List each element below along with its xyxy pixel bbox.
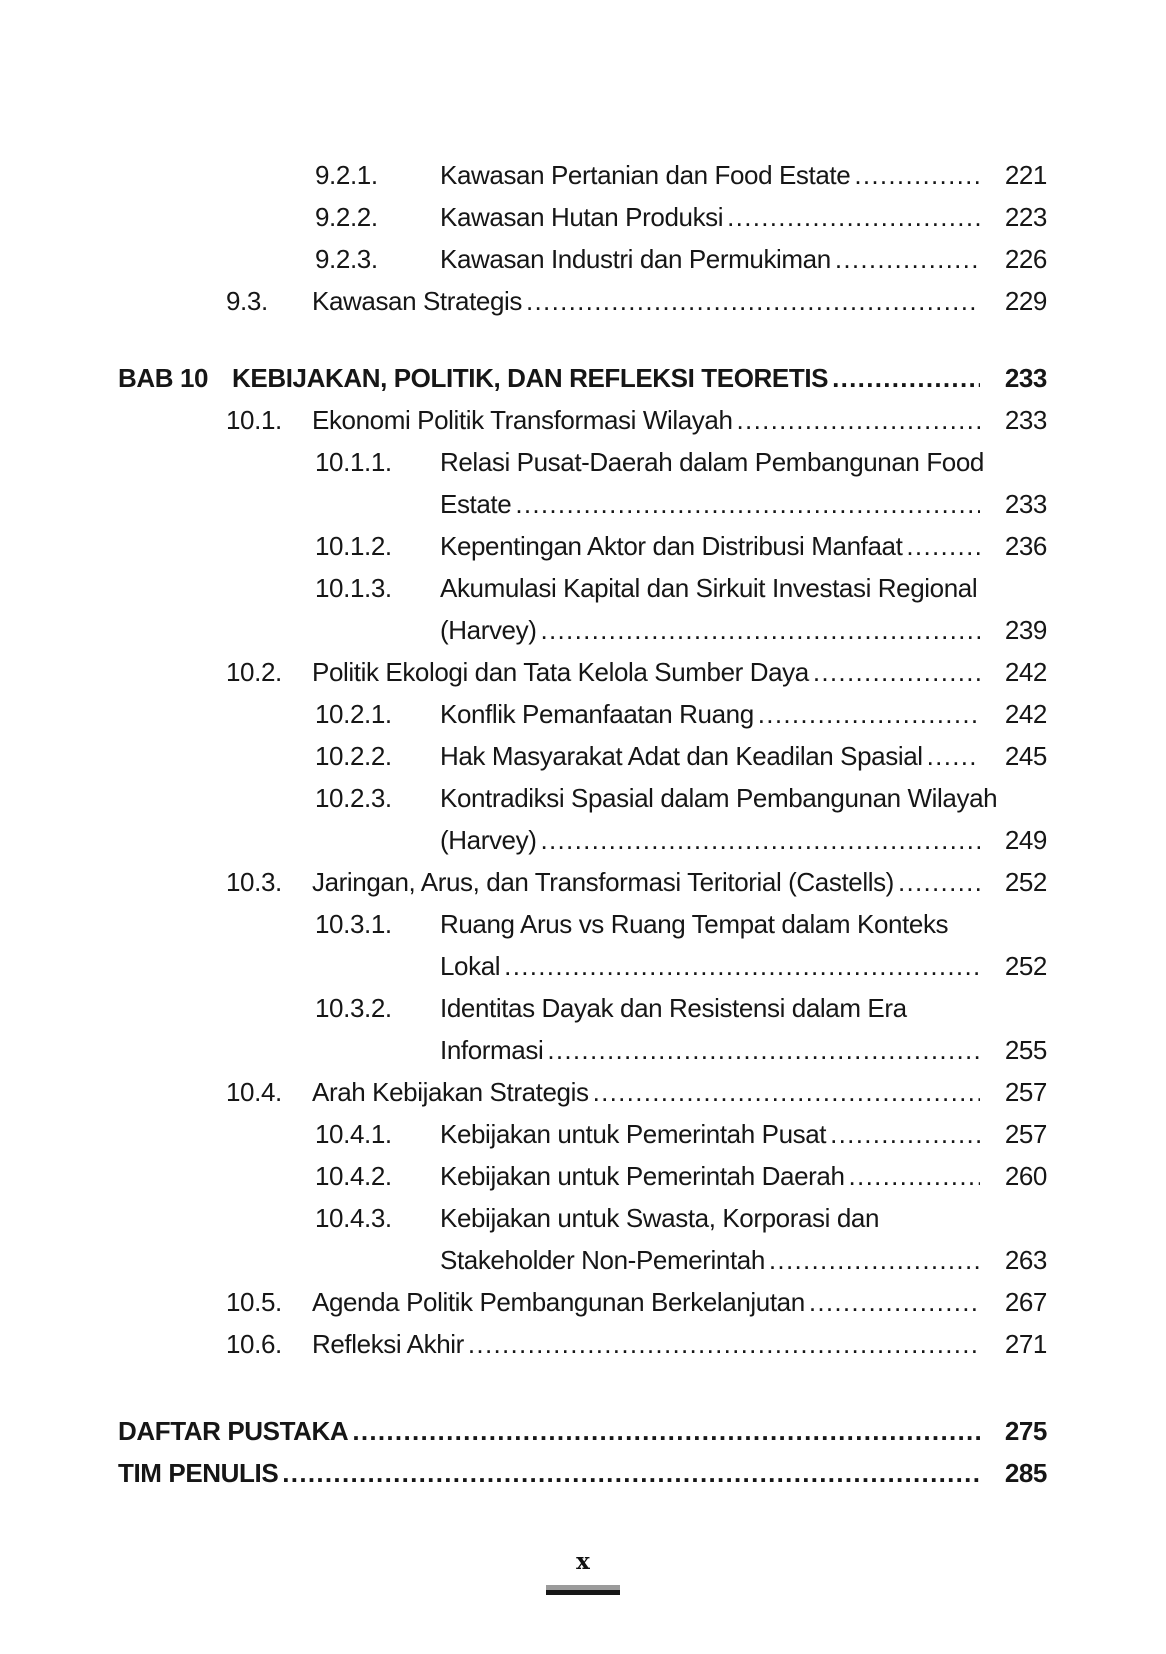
toc-entry-title: Kontradiksi Spasial dalam Pembangunan Wilayah [440,783,998,813]
toc-entry-title: DAFTAR PUSTAKA [118,1416,349,1446]
toc-entry-page: 236 [1004,531,1047,561]
dot-leader [515,483,980,525]
toc-entry-title: TIM PENULIS [118,1458,279,1488]
dot-leader [547,1029,980,1071]
toc-entry-page: 257 [1004,1077,1047,1107]
toc-entry-number: 10.2.3. [315,783,392,813]
table-of-contents [0,154,1047,1494]
toc-entry-number: 10.3. [226,867,282,897]
toc-entry-title: Ekonomi Politik Transformasi Wilayah [312,405,733,435]
toc-entry-number: 10.1.2. [315,531,392,561]
toc-entry-page: 223 [1004,202,1047,232]
toc-entry-line [0,693,1047,735]
toc-entry-title: Agenda Politik Pembangunan Berkelanjutan [312,1287,805,1317]
toc-entry-title: Lokal [440,951,501,981]
dot-leader [540,609,980,651]
toc-entry-title: Kebijakan untuk Pemerintah Pusat [440,1119,827,1149]
dot-leader [758,693,980,735]
toc-entry-line [0,238,1047,280]
toc-entry-line [0,777,1047,819]
toc-entry-line [0,154,1047,196]
toc-entry-number: 10.1.3. [315,573,392,603]
toc-entry-page: 221 [1004,160,1047,190]
toc-entry-number: 10.1.1. [315,447,392,477]
toc-entry-title: Konflik Pemanfaatan Ruang [440,699,754,729]
toc-entry-line [0,567,1047,609]
toc-entry-number: 10.3.1. [315,909,392,939]
toc-entry-number: 10.4.2. [315,1161,392,1191]
toc-entry-page: 245 [1004,741,1047,771]
toc-entry-page: 233 [1004,405,1047,435]
toc-entry-title: Estate [440,489,512,519]
toc-entry-title: (Harvey) [440,615,537,645]
toc-entry-page: 275 [1004,1416,1047,1446]
toc-entry-number: 10.2. [226,657,282,687]
dot-leader [849,1155,980,1197]
toc-entry-line [0,483,1047,525]
toc-entry-line [0,609,1047,651]
toc-entry-title: Kawasan Strategis [312,286,522,316]
toc-entry-title: Kebijakan untuk Pemerintah Daerah [440,1161,845,1191]
dot-leader [906,525,980,567]
dot-leader [737,399,980,441]
toc-entry-line [0,987,1047,1029]
toc-entry-title: Stakeholder Non-Pemerintah [440,1245,765,1275]
toc-entry-number: 10.4. [226,1077,282,1107]
toc-entry-title: Relasi Pusat-Daerah dalam Pembangunan Food [440,447,984,477]
toc-entry-line [0,1113,1047,1155]
toc-entry-title: Kawasan Hutan Produksi [440,202,724,232]
toc-entry-title: Arah Kebijakan Strategis [312,1077,589,1107]
dot-leader [813,651,980,693]
toc-entry-title: Ruang Arus vs Ruang Tempat dalam Konteks [440,909,949,939]
toc-entry-line [0,280,1047,322]
page-number: x [576,1548,590,1575]
toc-entry-page: 226 [1004,244,1047,274]
toc-entry-number: 9.3. [226,286,268,316]
toc-entry-line [0,399,1047,441]
dot-leader [504,945,980,987]
toc-entry-title: Informasi [440,1035,544,1065]
toc-entry-page: 260 [1004,1161,1047,1191]
toc-entry-title: KEBIJAKAN, POLITIK, DAN REFLEKSI TEORETIS [232,363,829,393]
dot-leader [898,861,980,903]
toc-entry-line [0,861,1047,903]
page-footer [0,1549,1166,1595]
dot-leader [927,735,980,777]
dot-leader [526,280,980,322]
toc-entry-title: Identitas Dayak dan Resistensi dalam Era [440,993,907,1023]
toc-entry-number: 10.1. [226,405,282,435]
toc-entry-line [0,357,1047,399]
toc-entry-line [0,1197,1047,1239]
toc-entry-title: Kawasan Industri dan Permukiman [440,244,831,274]
toc-entry-number: 10.2.2. [315,741,392,771]
dot-leader [809,1281,980,1323]
toc-entry-line [0,441,1047,483]
toc-entry-title: (Harvey) [440,825,537,855]
dot-leader [835,238,980,280]
toc-entry-line [0,819,1047,861]
toc-entry-number: 10.5. [226,1287,282,1317]
toc-entry-number: 9.2.1. [315,160,378,190]
toc-entry-line [0,1029,1047,1071]
toc-entry-title: Politik Ekologi dan Tata Kelola Sumber Daya [312,657,809,687]
toc-entry-page: 242 [1004,657,1047,687]
toc-entry-title: Hak Masyarakat Adat dan Keadilan Spasial [440,741,923,771]
toc-entry-line [0,945,1047,987]
toc-entry-title: Kebijakan untuk Swasta, Korporasi dan [440,1203,880,1233]
toc-entry-line [0,1410,1047,1452]
toc-entry-number: 9.2.3. [315,244,378,274]
toc-entry-page: 239 [1004,615,1047,645]
dot-leader [727,196,980,238]
toc-entry-page: 257 [1004,1119,1047,1149]
toc-entry-page: 252 [1004,867,1047,897]
toc-entry-line [0,735,1047,777]
dot-leader [830,1113,980,1155]
toc-entry-number: 10.3.2. [315,993,392,1023]
toc-entry-page: 263 [1004,1245,1047,1275]
toc-entry-page: 267 [1004,1287,1047,1317]
toc-entry-page: 233 [1004,489,1047,519]
toc-entry-title: Kawasan Pertanian dan Food Estate [440,160,851,190]
toc-entry-number: 10.4.3. [315,1203,392,1233]
dot-leader [832,357,980,399]
dot-leader [352,1410,980,1452]
toc-entry-line [0,525,1047,567]
toc-entry-number: 10.4.1. [315,1119,392,1149]
toc-entry-line [0,1323,1047,1365]
toc-entry-page: 242 [1004,699,1047,729]
footer-rule [546,1585,620,1595]
toc-entry-number: 10.2.1. [315,699,392,729]
toc-entry-line [0,1155,1047,1197]
toc-entry-title: Kepentingan Aktor dan Distribusi Manfaat [440,531,903,561]
toc-entry-title: Refleksi Akhir [312,1329,464,1359]
dot-leader [854,154,980,196]
dot-leader [282,1452,980,1494]
toc-entry-page: 229 [1004,286,1047,316]
toc-entry-line [0,1239,1047,1281]
toc-entry-page: 285 [1004,1458,1047,1488]
dot-leader [540,819,980,861]
toc-entry-page: 233 [1004,363,1047,393]
toc-entry-line [0,1452,1047,1494]
toc-entry-page: 255 [1004,1035,1047,1065]
dot-leader [468,1323,980,1365]
toc-entry-number: 10.6. [226,1329,282,1359]
toc-entry-title: Jaringan, Arus, dan Transformasi Teritorial (Castells) [312,867,894,897]
toc-entry-page: 249 [1004,825,1047,855]
dot-leader [593,1071,980,1113]
toc-entry-line [0,903,1047,945]
toc-entry-number: 9.2.2. [315,202,378,232]
toc-entry-page: 271 [1004,1329,1047,1359]
chapter-label: BAB 10 [118,363,209,393]
toc-entry-line [0,1281,1047,1323]
toc-entry-line [0,651,1047,693]
dot-leader [769,1239,980,1281]
toc-entry-page: 252 [1004,951,1047,981]
toc-entry-line [0,196,1047,238]
toc-entry-line [0,1071,1047,1113]
toc-entry-title: Akumulasi Kapital dan Sirkuit Investasi Regional [440,573,978,603]
